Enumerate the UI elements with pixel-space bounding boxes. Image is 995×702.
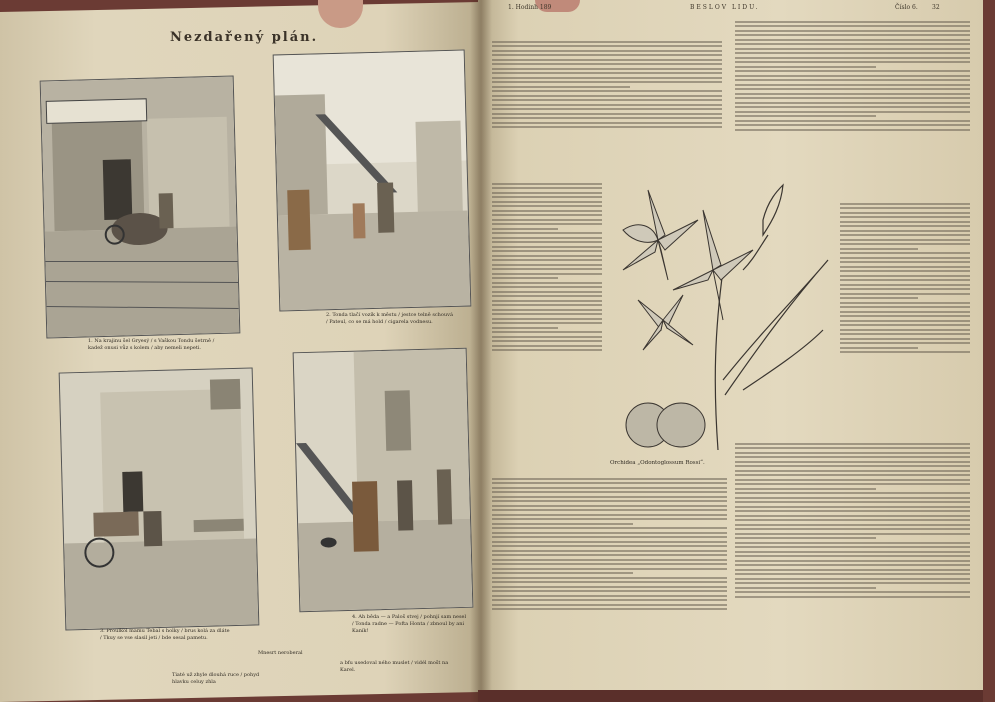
text-line xyxy=(735,591,970,593)
text-line xyxy=(492,86,630,88)
text-line xyxy=(492,304,602,306)
text-line xyxy=(735,70,970,72)
text-line xyxy=(492,268,602,270)
text-line xyxy=(735,84,970,86)
text-line xyxy=(735,470,970,472)
page-number: 32 xyxy=(932,4,940,11)
text-line xyxy=(735,129,970,131)
text-line xyxy=(492,295,602,297)
text-line xyxy=(492,482,727,484)
text-line xyxy=(840,225,970,227)
text-line xyxy=(492,313,602,315)
text-line xyxy=(492,90,722,92)
text-line xyxy=(492,237,602,239)
text-line xyxy=(492,228,558,230)
text-line xyxy=(840,297,918,299)
text-line xyxy=(840,248,918,250)
text-line xyxy=(492,595,727,597)
text-line xyxy=(492,241,602,243)
text-line xyxy=(735,546,970,548)
text-line xyxy=(492,113,722,115)
text-line xyxy=(492,505,727,507)
text-line xyxy=(492,59,722,61)
text-line xyxy=(840,315,970,317)
text-line xyxy=(840,342,970,344)
running-header xyxy=(480,4,980,14)
figure-caption: Orchidea „Odontoglossum Rossi“. xyxy=(610,460,705,466)
text-line xyxy=(840,203,970,205)
text-line xyxy=(492,63,722,65)
text-line xyxy=(492,318,602,320)
text-line xyxy=(735,106,970,108)
text-line xyxy=(735,48,970,50)
text-line xyxy=(840,320,970,322)
text-line xyxy=(840,261,970,263)
panel-3-caption: 3. Proulkol mamu Tebal s holky / brus kolá za dláte / Tkuy se vse slasil jeti / bde sesal pametu. xyxy=(100,628,230,641)
panel-4-caption: 4. Ah běda — a Paloš stvej / pohnjí sam nesel / Tonda radne — Pofta Honta / zbnoul by ani Kaník! xyxy=(352,614,467,634)
text-line xyxy=(492,327,558,329)
text-line xyxy=(735,596,970,598)
text-line xyxy=(840,279,970,281)
text-line xyxy=(492,509,727,511)
text-line xyxy=(492,550,727,552)
text-line xyxy=(492,219,602,221)
comic-panel-4 xyxy=(293,348,474,612)
text-line xyxy=(492,210,602,212)
text-line xyxy=(492,246,602,248)
text-line xyxy=(840,252,970,254)
text-line xyxy=(492,68,722,70)
text-line xyxy=(840,311,970,313)
text-line xyxy=(492,255,602,257)
text-line xyxy=(492,559,727,561)
text-line xyxy=(492,336,602,338)
text-line xyxy=(492,205,602,207)
text-line xyxy=(735,582,970,584)
text-line xyxy=(492,99,722,101)
text-line xyxy=(492,122,722,124)
text-line xyxy=(492,581,727,583)
text-line xyxy=(492,201,602,203)
text-line xyxy=(492,291,602,293)
text-line xyxy=(492,259,602,261)
text-line xyxy=(735,88,970,90)
text-line xyxy=(735,488,876,490)
text-line xyxy=(735,519,970,521)
text-line xyxy=(735,569,970,571)
text-line xyxy=(492,518,727,520)
text-line xyxy=(492,500,727,502)
bottom-caption-left: Tiaté už zhyle dlouhá ruce / pohyd hlavku celuy zhla xyxy=(172,672,260,685)
text-line xyxy=(492,126,722,128)
text-line xyxy=(492,264,602,266)
text-line xyxy=(492,81,722,83)
text-line xyxy=(735,528,970,530)
text-line xyxy=(735,61,970,63)
text-line xyxy=(735,34,970,36)
text-line xyxy=(735,66,876,68)
text-line xyxy=(735,97,970,99)
text-line xyxy=(492,72,722,74)
text-line xyxy=(492,187,602,189)
text-line xyxy=(492,214,602,216)
text-line xyxy=(492,541,727,543)
text-line xyxy=(735,533,970,535)
text-line xyxy=(735,492,970,494)
text-line xyxy=(492,514,727,516)
text-line xyxy=(840,351,970,353)
text-line xyxy=(735,30,970,32)
text-column-left-bottom xyxy=(492,475,727,685)
text-line xyxy=(735,542,970,544)
text-line xyxy=(492,532,727,534)
text-line xyxy=(492,563,727,565)
text-line xyxy=(735,102,970,104)
text-line xyxy=(840,216,970,218)
text-line xyxy=(492,223,602,225)
text-line xyxy=(735,483,970,485)
text-line xyxy=(735,461,970,463)
text-line xyxy=(492,491,727,493)
book-edge xyxy=(478,690,983,702)
panel-1-caption: 1. Na krajinu šel Gryesý / s Vaškou Tondu šetrně / kadež onusi vůz s kolem / aby nemeli nepeti. xyxy=(88,338,215,351)
text-line xyxy=(840,257,970,259)
text-line xyxy=(735,560,970,562)
text-line xyxy=(735,479,970,481)
text-line xyxy=(492,487,727,489)
bottom-caption-mid: Mnesrt neroberal xyxy=(258,650,303,656)
text-line xyxy=(735,573,970,575)
text-line xyxy=(492,41,722,43)
text-line xyxy=(492,104,722,106)
text-line xyxy=(735,120,970,122)
header-date: 1. Hodinh 189 xyxy=(508,4,552,11)
text-line xyxy=(735,524,970,526)
text-line xyxy=(840,212,970,214)
text-line xyxy=(492,300,602,302)
text-line xyxy=(492,50,722,52)
text-line xyxy=(492,604,727,606)
text-line xyxy=(735,57,970,59)
text-line xyxy=(735,587,876,589)
text-line xyxy=(492,277,558,279)
text-column-right-top xyxy=(735,18,970,198)
panel-2-caption: 2. Tonda tlačí vozík k městu / jestce telně schouvá / Pateul, co se má hold / cigarela vodnesu. xyxy=(326,312,453,325)
text-line xyxy=(492,282,602,284)
text-line xyxy=(492,545,727,547)
text-line xyxy=(735,564,970,566)
text-line xyxy=(840,333,970,335)
text-line xyxy=(492,554,727,556)
text-line xyxy=(735,111,970,113)
text-line xyxy=(840,275,970,277)
text-line xyxy=(492,608,727,610)
text-line xyxy=(735,551,970,553)
text-line xyxy=(492,536,727,538)
text-line xyxy=(735,578,970,580)
text-line xyxy=(840,239,970,241)
text-line xyxy=(735,537,876,539)
page-title: Nezdařený plán. xyxy=(170,30,319,45)
book-gutter xyxy=(470,0,492,702)
text-line xyxy=(840,324,970,326)
text-line xyxy=(492,77,722,79)
text-line xyxy=(492,568,727,570)
text-line xyxy=(840,329,970,331)
text-line xyxy=(735,115,876,117)
text-line xyxy=(492,286,602,288)
text-line xyxy=(735,501,970,503)
text-line xyxy=(492,523,633,525)
text-line xyxy=(492,586,727,588)
text-line xyxy=(840,347,918,349)
text-line xyxy=(840,288,970,290)
text-line xyxy=(735,25,970,27)
text-line xyxy=(840,306,970,308)
text-line xyxy=(735,465,970,467)
text-line xyxy=(492,496,727,498)
text-line xyxy=(492,250,602,252)
text-line xyxy=(735,510,970,512)
comic-panel-3 xyxy=(59,368,260,631)
text-line xyxy=(492,322,602,324)
text-line xyxy=(735,555,970,557)
text-line xyxy=(492,340,602,342)
text-column-left-top xyxy=(492,38,722,178)
text-line xyxy=(840,207,970,209)
text-line xyxy=(735,75,970,77)
text-line xyxy=(492,590,727,592)
text-line xyxy=(492,273,602,275)
text-line xyxy=(492,309,602,311)
text-column-right-bottom xyxy=(735,440,970,685)
text-line xyxy=(492,345,602,347)
text-line xyxy=(735,124,970,126)
header-issue: Číslo 6. xyxy=(895,4,918,11)
text-line xyxy=(840,338,970,340)
orchid-illustration xyxy=(603,180,838,460)
text-column-left-mid xyxy=(492,180,602,450)
text-line xyxy=(492,232,602,234)
text-line xyxy=(492,196,602,198)
text-line xyxy=(492,527,727,529)
text-line xyxy=(735,43,970,45)
text-line xyxy=(735,39,970,41)
text-line xyxy=(492,599,727,601)
text-line xyxy=(492,572,633,574)
header-title: BESLOV LIDU. xyxy=(690,4,760,11)
text-line xyxy=(492,108,722,110)
text-line xyxy=(840,243,970,245)
text-line xyxy=(735,497,970,499)
text-line xyxy=(840,293,970,295)
text-line xyxy=(735,515,970,517)
text-line xyxy=(492,331,602,333)
text-line xyxy=(735,506,970,508)
text-line xyxy=(492,577,727,579)
text-line xyxy=(492,478,727,480)
text-line xyxy=(492,349,602,351)
text-line xyxy=(492,54,722,56)
text-line xyxy=(492,117,722,119)
text-line xyxy=(840,302,970,304)
comic-panel-2 xyxy=(273,50,472,312)
text-line xyxy=(735,93,970,95)
text-line xyxy=(492,95,722,97)
text-line xyxy=(492,45,722,47)
text-line xyxy=(492,192,602,194)
bottom-caption-right: a bfu usedoval ného muslet / vidél mošt na Karel. xyxy=(340,660,449,673)
text-line xyxy=(492,183,602,185)
text-line xyxy=(735,52,970,54)
text-line xyxy=(840,270,970,272)
text-line xyxy=(840,234,970,236)
text-line xyxy=(840,221,970,223)
text-line xyxy=(840,266,970,268)
text-line xyxy=(735,474,970,476)
comic-panel-1 xyxy=(40,76,241,339)
text-line xyxy=(735,79,970,81)
text-line xyxy=(840,230,970,232)
text-column-right-mid xyxy=(840,200,970,440)
text-line xyxy=(840,284,970,286)
text-line xyxy=(735,21,970,23)
